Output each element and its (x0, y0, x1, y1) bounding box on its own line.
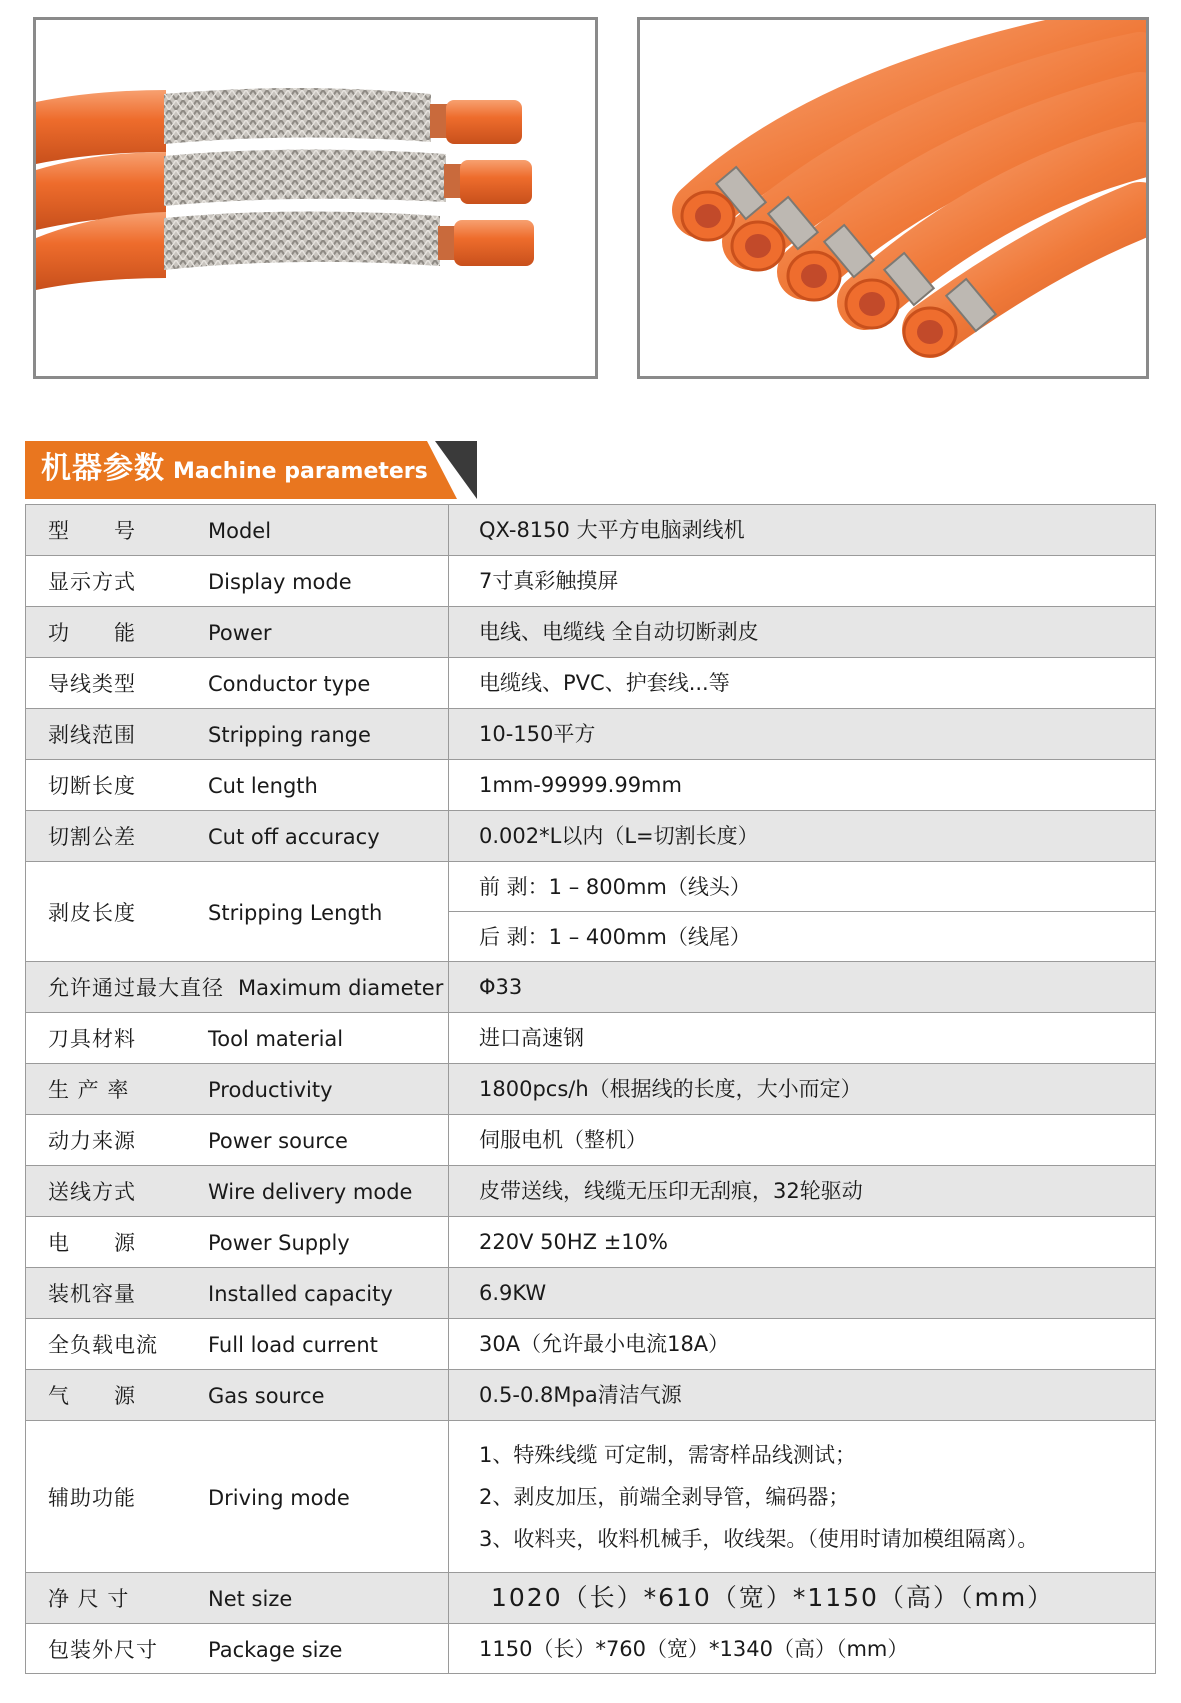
param-label-en: Stripping Length (208, 900, 383, 925)
param-label-en: Maximum diameter (238, 976, 444, 1000)
param-label-cn: 净 尺 寸 (48, 1587, 130, 1611)
table-row-auxiliary-functions (26, 1421, 1156, 1573)
section-title (41, 449, 428, 489)
section-header (25, 441, 477, 499)
param-value-line: 1、特殊线缆 可定制，需寄样品线测试； (479, 1442, 857, 1467)
param-value: Φ33 (479, 975, 523, 999)
param-value: 10-150平方 (479, 722, 596, 746)
param-value: 皮带送线，线缆无压印无刮痕，32轮驱动 (479, 1179, 863, 1203)
table-row-conductor-type (26, 658, 1156, 709)
braided-cables-illustration (36, 20, 595, 376)
table-row-maximum-diameter (26, 962, 1156, 1013)
param-label-cn: 气 源 (48, 1384, 136, 1408)
table-row-stripping-length (26, 862, 1156, 912)
param-label-cn: 显示方式 (48, 570, 136, 594)
param-label-en: Display mode (208, 570, 352, 594)
cable-3 (36, 211, 534, 290)
param-value-line: 3、收料夹，收料机械手，收线架。（使用时请加模组隔离）。 (479, 1526, 1039, 1551)
param-label-cn: 动力来源 (48, 1129, 136, 1153)
param-value: 电线、电缆线 全自动切断剥皮 (479, 620, 759, 644)
table-row-power-supply (26, 1217, 1156, 1268)
table-row-power-source (26, 1115, 1156, 1166)
param-value: 1mm-99999.99mm (479, 773, 682, 797)
table-row-wire-delivery-mode (26, 1166, 1156, 1217)
param-value: QX-8150 大平方电脑剥线机 (479, 518, 745, 542)
cable-photo-ends (637, 17, 1149, 379)
param-label-cn: 剥线范围 (48, 723, 136, 747)
param-label-en: Driving mode (208, 1485, 350, 1510)
param-value: 6.9KW (479, 1281, 547, 1305)
table-row-productivity (26, 1064, 1156, 1115)
table-row-cut-length (26, 760, 1156, 811)
param-value: 进口高速钢 (479, 1026, 584, 1050)
param-label-en: Conductor type (208, 672, 371, 696)
table-row-net-size (26, 1573, 1156, 1624)
table-row-cut-off-accuracy (26, 811, 1156, 862)
param-label-cn: 全负载电流 (48, 1333, 158, 1357)
param-label-cn: 电 源 (48, 1231, 136, 1255)
param-value: 30A（允许最小电流18A） (479, 1332, 730, 1356)
param-label-en: Power Supply (208, 1231, 350, 1255)
table-row-installed-capacity (26, 1268, 1156, 1319)
param-label-en: Stripping range (208, 723, 371, 747)
param-value-front-strip: 前 剥：1 – 800mm（线头） (479, 874, 751, 899)
param-label-cn: 允许通过最大直径 (48, 976, 224, 1000)
param-label-en: Cut off accuracy (208, 825, 380, 849)
param-value: 1800pcs/h（根据线的长度，大小而定） (479, 1077, 862, 1101)
param-label-cn: 导线类型 (48, 672, 136, 696)
param-label-en: Tool material (208, 1027, 344, 1051)
param-label-en: Productivity (208, 1078, 333, 1102)
table-row-model (26, 505, 1156, 556)
cable-ends-illustration (640, 20, 1146, 376)
param-label-en: Wire delivery mode (208, 1180, 413, 1204)
table-row-package-size (26, 1624, 1156, 1674)
section-title-cn: 机器参数 (41, 451, 165, 486)
param-label-cn: 送线方式 (48, 1180, 136, 1204)
param-label-cn: 包装外尺寸 (48, 1637, 158, 1662)
param-value: 0.5-0.8Mpa清洁气源 (479, 1383, 682, 1407)
param-label-en: Installed capacity (208, 1282, 393, 1306)
param-label-en: Power (208, 621, 272, 645)
table-row-gas-source (26, 1370, 1156, 1421)
param-label-cn: 切断长度 (48, 774, 136, 798)
param-value-line: 2、剥皮加压，前端全剥导管，编码器； (479, 1484, 850, 1509)
param-value-back-strip: 后 剥：1 – 400mm（线尾） (479, 924, 751, 949)
param-value: 1150（长）*760（宽）*1340（高）（mm） (479, 1636, 909, 1661)
parameters-table (25, 504, 1156, 1674)
param-value: 1020（长）*610（宽）*1150（高）（mm） (491, 1583, 1055, 1612)
table-row-tool-material (26, 1013, 1156, 1064)
param-value: 220V 50HZ ±10% (479, 1230, 668, 1254)
param-label-en: Cut length (208, 774, 318, 798)
param-value: 0.002*L以内（L=切割长度） (479, 824, 759, 848)
param-label-cn: 辅助功能 (48, 1485, 136, 1510)
param-value: 电缆线、PVC、护套线...等 (479, 671, 730, 695)
param-label-en: Gas source (208, 1384, 325, 1408)
table-row-stripping-range (26, 709, 1156, 760)
param-value: 伺服电机（整机） (479, 1128, 647, 1152)
table-row-power (26, 607, 1156, 658)
table-row-full-load-current (26, 1319, 1156, 1370)
cable-photo-braided (33, 17, 598, 379)
param-value: 7寸真彩触摸屏 (479, 569, 619, 593)
param-label-cn: 功 能 (48, 621, 136, 645)
param-label-cn: 型 号 (48, 519, 136, 543)
param-label-en: Package size (208, 1637, 343, 1662)
param-label-cn: 装机容量 (48, 1282, 136, 1306)
param-label-en: Model (208, 519, 272, 543)
param-label-en: Net size (208, 1587, 293, 1611)
param-label-cn: 生 产 率 (48, 1078, 130, 1102)
param-label-en: Full load current (208, 1333, 378, 1357)
param-label-en: Power source (208, 1129, 348, 1153)
param-label-cn: 刀具材料 (48, 1027, 136, 1051)
param-label-cn: 剥皮长度 (48, 900, 136, 925)
section-title-en: Machine parameters (173, 459, 428, 484)
param-label-cn: 切割公差 (48, 825, 136, 849)
table-row-display-mode (26, 556, 1156, 607)
